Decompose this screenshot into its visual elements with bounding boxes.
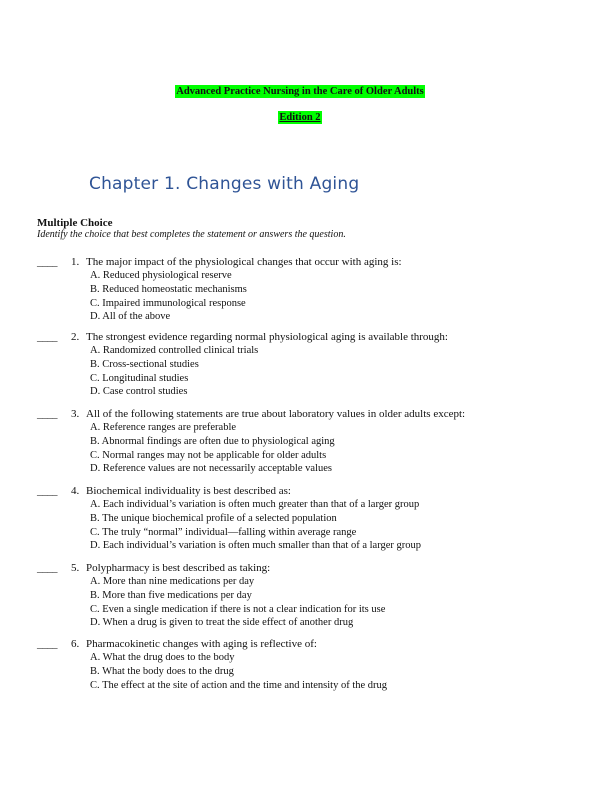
question-number: 3. (71, 408, 80, 420)
question-stem: The major impact of the physiological changes that occur with aging is: (86, 256, 402, 268)
question-number: 5. (71, 562, 80, 574)
question-stem: All of the following statements are true about laboratory values in older adults except: (86, 408, 466, 420)
option: B. The unique biochemical profile of a selected population (90, 512, 337, 524)
edition-label: Edition 2 (279, 112, 321, 123)
question-number: 4. (71, 485, 80, 497)
question-stem: The strongest evidence regarding normal physiological aging is available through: (86, 331, 448, 343)
answer-blank: ____ (37, 485, 57, 497)
section-heading: Multiple Choice (37, 217, 113, 229)
option: A. Randomized controlled clinical trials (90, 345, 259, 356)
section-instructions: Identify the choice that best completes the statement or answers the question. (37, 229, 346, 240)
option: A. What the drug does to the body (90, 652, 235, 663)
option: A. More than nine medications per day (90, 576, 255, 587)
question-number: 1. (71, 256, 80, 268)
option: A. Reference ranges are preferable (90, 422, 237, 433)
document-title: Advanced Practice Nursing in the Care of Older Adults (176, 86, 424, 97)
option: C. Normal ranges may not be applicable for older adults (90, 449, 327, 461)
option: B. Reduced homeostatic mechanisms (90, 283, 247, 295)
option: C. Even a single medication if there is not a clear indication for its use (90, 603, 386, 615)
edition-line (0, 107, 600, 125)
document-title-line (0, 81, 600, 99)
option: A. Reduced physiological reserve (90, 270, 232, 281)
answer-blank: ____ (37, 638, 57, 650)
question-stem: Polypharmacy is best described as taking: (86, 562, 271, 574)
answer-blank: ____ (37, 331, 57, 343)
option: B. What the body does to the drug (90, 665, 234, 677)
answer-blank: ____ (37, 562, 57, 574)
option-list (90, 575, 385, 630)
answer-blank: ____ (37, 256, 57, 268)
option: D. All of the above (90, 311, 171, 323)
option: C. The effect at the site of action and the time and intensity of the drug (90, 679, 388, 691)
option: C. Impaired immunological response (90, 297, 246, 309)
option: B. Cross-sectional studies (90, 358, 199, 370)
option: C. Longitudinal studies (90, 372, 189, 384)
option: C. The truly “normal” individual—falling within average range (90, 526, 357, 538)
option-list (90, 344, 258, 399)
question-number: 6. (71, 638, 80, 650)
option: D. Case control studies (90, 386, 188, 398)
option: B. Abnormal findings are often due to physiological aging (90, 435, 335, 447)
option-list (90, 269, 247, 324)
answer-blank: ____ (37, 408, 57, 420)
option-list (90, 421, 335, 476)
option: A. Each individual’s variation is often much greater than that of a larger group (90, 499, 420, 510)
option: B. More than five medications per day (90, 589, 252, 601)
question-stem: Biochemical individuality is best described as: (86, 485, 291, 497)
chapter-title: Chapter 1. Changes with Aging (89, 174, 360, 194)
question-number: 2. (71, 331, 80, 343)
question-stem: Pharmacokinetic changes with aging is reflective of: (86, 638, 317, 650)
option: D. Each individual’s variation is often much smaller than that of a larger group (90, 540, 422, 552)
option-list (90, 498, 421, 553)
option: D. Reference values are not necessarily acceptable values (90, 463, 332, 475)
option: D. When a drug is given to treat the side effect of another drug (90, 617, 354, 629)
option-list (90, 651, 387, 692)
